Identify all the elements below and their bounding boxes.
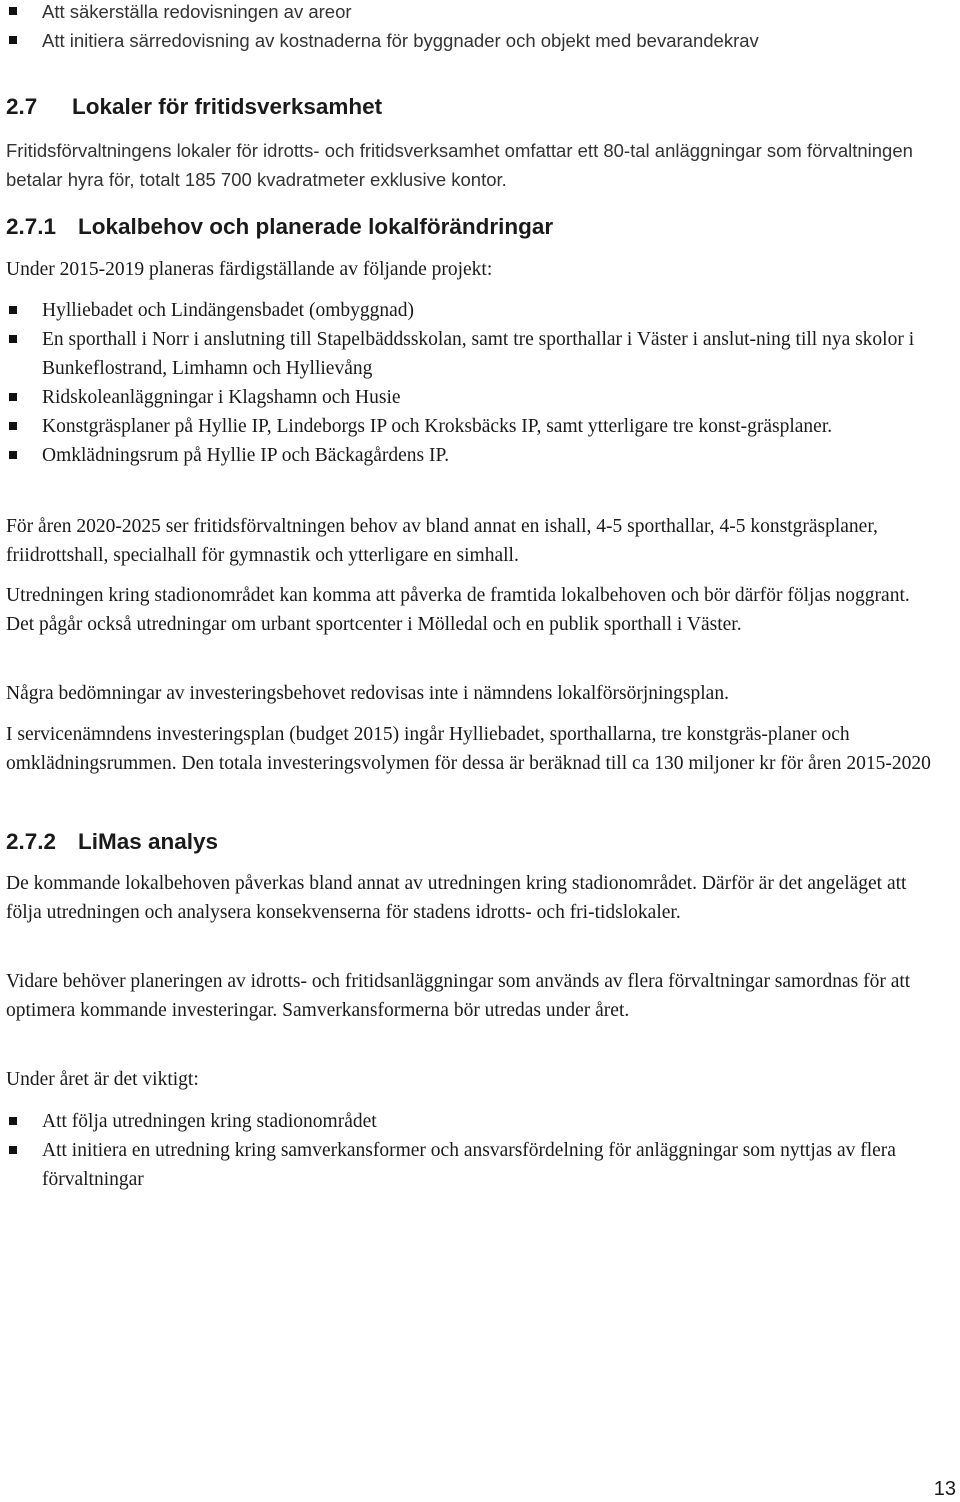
- square-bullet-icon: [9, 7, 17, 15]
- list-item-text: Ridskoleanläggningar i Klagshamn och Husie: [42, 387, 401, 408]
- list-item-text: Att initiera en utredning kring samverkansformer och ansvarsfördelning för anläggningar som nyttjas av flera förvaltningar: [42, 1140, 896, 1190]
- list-item: [6, 1107, 960, 1136]
- section-paragraph: Fritidsförvaltningens lokaler för idrotts- och fritidsverksamhet omfattar ett 80-tal anläggningar som förvaltningen betalar hyra för, totalt 185 700 kvadratmeter exklusive kontor.: [6, 140, 913, 190]
- list-item: [6, 325, 942, 383]
- section-title: Lokaler för fritidsverksamhet: [72, 94, 383, 119]
- list-item: [6, 26, 956, 55]
- list-item-text: En sporthall i Norr i anslutning till Stapelbäddsskolan, samt tre sporthallar i Väster i anslut-ning till nya skolor i Bunkeflostrand, Limhamn och Hyllievång: [42, 329, 915, 379]
- square-bullet-icon: [9, 36, 17, 44]
- subsection-title: Lokalbehov och planerade lokalförändringar: [78, 214, 554, 239]
- body-paragraph: I servicenämndens investeringsplan (budget 2015) ingår Hylliebadet, sporthallarna, tre konstgräs-planer och omklädningsrummen. Den totala investeringsvolymen för dessa är beräknad till ca 130 miljoner kr för åren 2015-2020: [6, 724, 931, 774]
- body-paragraph: Vidare behöver planeringen av idrotts- och fritidsanläggningar som används av flera förvaltningar samordnas för att optimera kommande investeringar. Samverkansformerna bör utredas under året.: [6, 971, 911, 1021]
- list-item: [6, 0, 956, 26]
- analysis-bullet-list: [6, 1107, 960, 1194]
- square-bullet-icon: [9, 1117, 17, 1125]
- body-paragraph: Utredningen kring stadionområdet kan komma att påverka de framtida lokalbehoven och bör därför följas noggrant. Det pågår också utredningar om urbant sportcenter i Mölledal och en publik sporthall i Väster.: [6, 585, 910, 635]
- list-item: [6, 441, 942, 470]
- page-number: 13: [933, 1478, 956, 1500]
- square-bullet-icon: [9, 306, 17, 314]
- project-bullet-list: [6, 296, 942, 470]
- list-item-text: Konstgräsplaner på Hyllie IP, Lindeborgs IP och Kroksbäcks IP, samt ytterligare tre konst-gräsplaner.: [42, 416, 833, 437]
- square-bullet-icon: [9, 451, 17, 459]
- subsection-heading: [6, 212, 553, 242]
- list-item: [6, 383, 942, 412]
- top-bullet-list: [6, 0, 956, 55]
- list-item-text: Att initiera särredovisning av kostnaderna för byggnader och objekt med bevarandekrav: [42, 30, 759, 51]
- body-paragraph: De kommande lokalbehoven påverkas bland annat av utredningen kring stadionområdet. Därför är det angeläget att följa utredningen och analysera konsekvenserna för stadens idrotts- och fri-tidslokaler.: [6, 873, 907, 923]
- subsection-number: 2.7.1: [6, 214, 57, 239]
- body-paragraph: För åren 2020-2025 ser fritidsförvaltningen behov av bland annat en ishall, 4-5 sporthallar, 4-5 konstgräsplaner, friidrottshall, specialhall för gymnastik och ytterligare en simhall.: [6, 516, 878, 566]
- list-item: [6, 1136, 960, 1194]
- square-bullet-icon: [9, 1146, 17, 1154]
- subsection-heading: [6, 827, 218, 857]
- intro-paragraph: Under 2015-2019 planeras färdigställande av följande projekt:: [6, 259, 493, 280]
- list-item-text: Att följa utredningen kring stadionområdet: [42, 1111, 377, 1132]
- list-item: [6, 412, 942, 441]
- square-bullet-icon: [9, 393, 17, 401]
- list-item-text: Omklädningsrum på Hyllie IP och Bäckagårdens IP.: [42, 445, 450, 466]
- square-bullet-icon: [9, 335, 17, 343]
- list-item-text: Att säkerställa redovisningen av areor: [42, 1, 352, 22]
- body-paragraph: Några bedömningar av investeringsbehovet redovisas inte i nämndens lokalförsörjningsplan.: [6, 683, 729, 704]
- section-heading: [6, 92, 382, 122]
- square-bullet-icon: [9, 422, 17, 430]
- subsection-title: LiMas analys: [78, 829, 219, 854]
- section-number: 2.7: [6, 94, 38, 119]
- list-item-text: Hylliebadet och Lindängensbadet (ombyggnad): [42, 300, 415, 321]
- subsection-number: 2.7.2: [6, 829, 57, 854]
- body-paragraph: Under året är det viktigt:: [6, 1069, 199, 1090]
- list-item: [6, 296, 942, 325]
